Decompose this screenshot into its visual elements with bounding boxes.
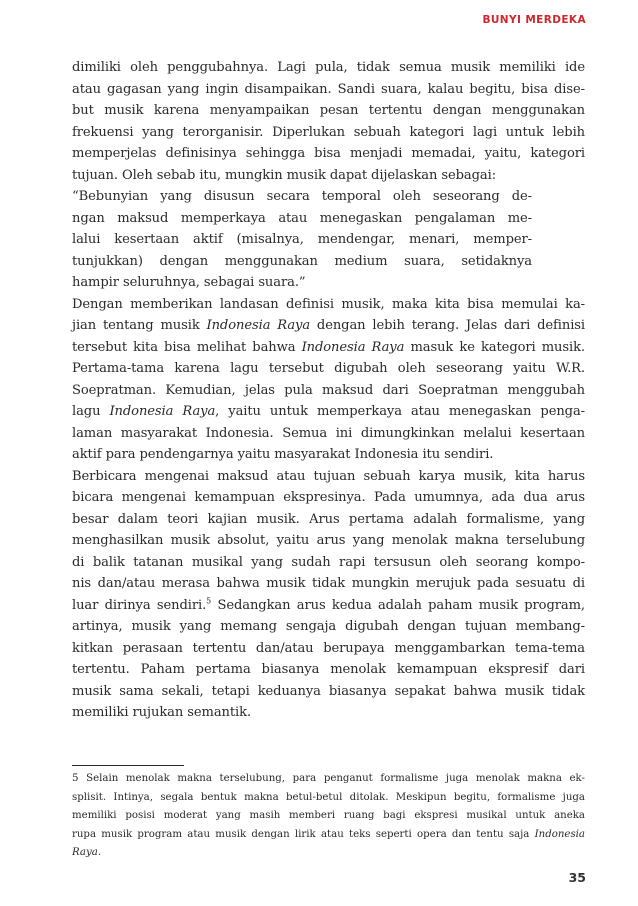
text-line: but musik karena menyampaikan pesan tertentu dengan menggunakan xyxy=(72,103,585,118)
text-line: frekuensi yang terorganisir. Diperlukan sebuah kategori lagi untuk lebih xyxy=(72,124,585,140)
text-line: bicara mengenai kemampuan ekspresinya. Pada umumnya, ada dua arus xyxy=(72,490,585,505)
footnote xyxy=(72,770,585,863)
running-header: BUNYI MERDEKA xyxy=(482,14,586,26)
footnote-line: memiliki posisi moderat yang masih memberi ruang bagi ekspresi musikal untuk aneka xyxy=(72,810,585,821)
quote-line: ngan maksud memperkaya atau menegaskan pengalaman me- xyxy=(72,210,532,226)
text-line: di balik tatanan musikal yang sudah rapi tersusun oleh seorang kompo- xyxy=(72,554,585,570)
text-line: artinya, musik yang memang sengaja digubah dengan tujuan membang- xyxy=(72,619,585,634)
footnote-divider xyxy=(72,765,184,766)
quote-line: tunjukkan) dengan menggunakan medium suara, setidaknya xyxy=(72,253,532,269)
footnote-line: splisit. Intinya, segala bentuk makna betul-betul ditolak. Meskipun begitu, formalisme juga xyxy=(72,791,585,803)
text-line: menghasilkan musik absolut, yaitu arus yang menolak makna terselubung xyxy=(72,533,585,548)
footnote-marker[interactable]: 5 xyxy=(206,596,212,606)
text-line: nis dan/atau merasa bahwa musik tidak mungkin merujuk pada sesuatu di xyxy=(72,576,585,591)
text-line: besar dalam teori kajian musik. Arus pertama adalah formalisme, yang xyxy=(72,511,585,527)
text-line: Dengan memberikan landasan definisi musik, maka kita bisa memulai ka- xyxy=(72,296,585,312)
paragraph-3 xyxy=(72,466,585,724)
text-line: Soepratman. Kemudian, jelas pula maksud dari Soepratman menggubah xyxy=(72,382,585,398)
text-line: Berbicara mengenai maksud atau tujuan sebuah karya musik, kita harus xyxy=(72,468,585,484)
text-line: lagu Indonesia Raya, yaitu untuk memperkaya atau menegaskan penga- xyxy=(72,404,585,419)
text-line: tujuan. Oleh sebab itu, mungkin musik dapat dijelaskan sebagai: xyxy=(72,167,497,183)
italic-title: Indonesia Raya xyxy=(109,404,216,419)
text-line: memperjelas definisinya sehingga bisa menjadi memadai, yaitu, kategori xyxy=(72,146,585,161)
text-line: Pertama-tama karena lagu tersebut digubah oleh seseorang yaitu W.R. xyxy=(72,361,585,376)
text-line: kitkan perasaan tertentu dan/atau berupaya menggambarkan tema-tema xyxy=(72,640,585,656)
page-number: 35 xyxy=(568,870,586,885)
text-line: tersebut kita bisa melihat bahwa Indonesia Raya masuk ke kategori musik. xyxy=(72,339,585,355)
text-line: jian tentang musik Indonesia Raya dengan lebih terang. Jelas dari definisi xyxy=(72,318,586,333)
italic-title: Raya xyxy=(72,847,98,858)
text-line: laman masyarakat Indonesia. Semua ini dimungkinkan melalui kesertaan xyxy=(72,425,585,441)
italic-title: Indonesia Raya xyxy=(206,318,311,333)
paragraph-2 xyxy=(72,294,585,466)
footnote-line: 5 Selain menolak makna terselubung, para penganut formalisme juga menolak makna ek- xyxy=(72,773,585,784)
text-line: aktif para pendengarnya yaitu masyarakat Indonesia itu sendiri. xyxy=(72,447,494,462)
text-line: musik sama sekali, tetapi keduanya biasanya sepakat bahwa musik tidak xyxy=(72,683,585,699)
page-body xyxy=(72,57,585,724)
quote-line: “Bebunyian yang disusun secara temporal oleh seseorang de- xyxy=(72,189,532,204)
footnote-line: Raya. xyxy=(72,847,102,858)
quote-line: lalui kesertaan aktif (misalnya, mendengar, menari, memper- xyxy=(72,232,532,247)
footnote-line: rupa musik program atau musik dengan lirik atau teks seperti opera dan tentu saja Indonesia xyxy=(72,828,585,840)
text-line: luar dirinya sendiri.$^5$ Sedangkan arus kedua adalah paham musik program, xyxy=(72,596,585,613)
text-line: tertentu. Paham pertama biasanya menolak kemampuan ekspresif dari xyxy=(72,662,585,677)
italic-title: Indonesia xyxy=(534,828,585,840)
quote-line: hampir seluruhnya, sebagai suara.” xyxy=(72,275,306,290)
text-line: memiliki rujukan semantik. xyxy=(72,705,252,720)
paragraph-1 xyxy=(72,57,585,186)
text-line: dimiliki oleh penggubahnya. Lagi pula, tidak semua musik memiliki ide xyxy=(72,60,585,75)
block-quote xyxy=(72,186,532,294)
italic-title: Indonesia Raya xyxy=(301,339,405,355)
text-line: atau gagasan yang ingin disampaikan. Sandi suara, kalau begitu, bisa dise- xyxy=(72,81,585,97)
